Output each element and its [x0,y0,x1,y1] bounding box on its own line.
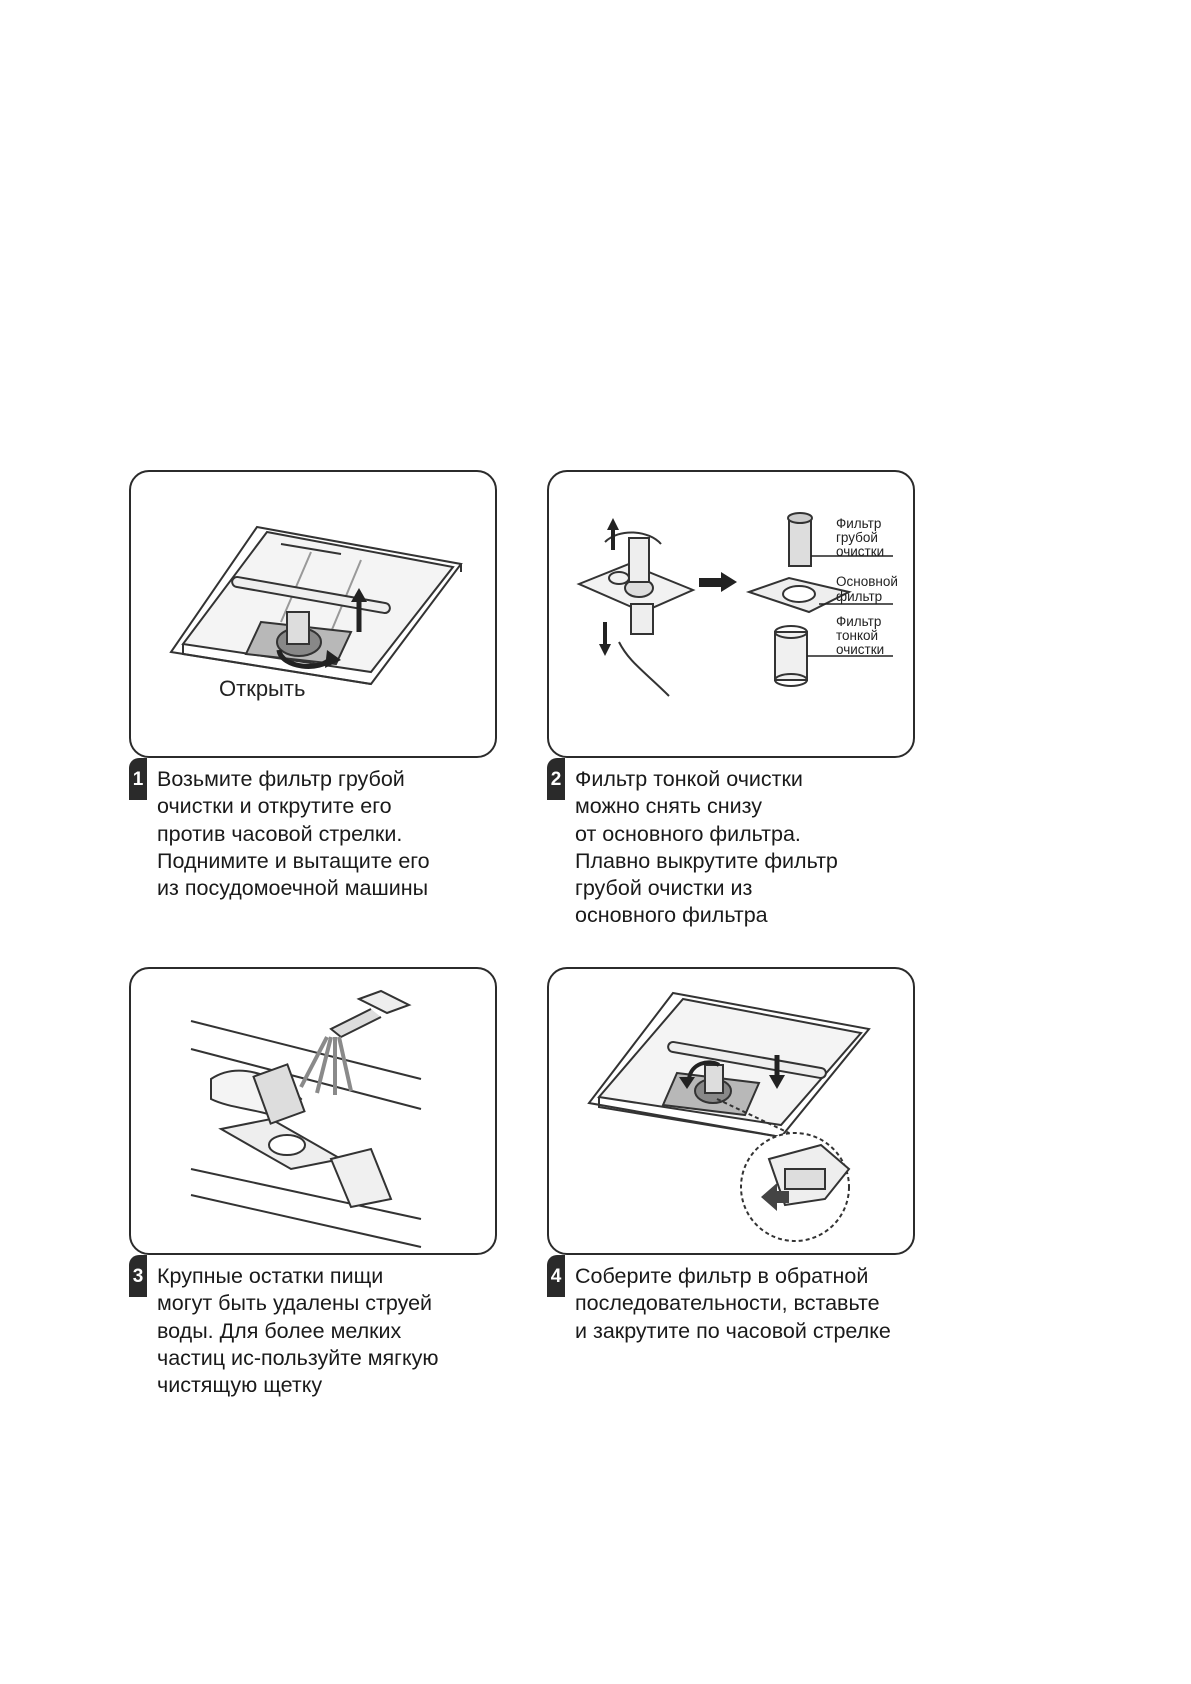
fine-filter-label-line: Фильтр [836,614,882,629]
step-text-line: от основного фильтра. [575,821,801,846]
coarse-filter-label [836,516,885,559]
fine-filter-label-line: очистки [836,642,885,657]
step-text-line: Соберите фильтр в обратной [575,1264,869,1288]
step-number-badge: 2 [547,758,565,800]
fine-filter-label-line: тонкой [836,628,879,643]
coarse-filter-label-line: очистки [836,544,885,559]
step-text-line: основного фильтра [575,903,768,928]
step-text-line: очистки и открутите его [157,794,392,819]
step-text-line: можно снять снизу [575,794,762,819]
remove-coarse-filter-illustration [131,472,497,758]
step-text-line: грубой очистки из [575,876,753,901]
illustration-panel-4 [547,967,915,1255]
step-text-line: последовательности, вставьте [575,1291,880,1316]
step-text-line: Плавно выкрутите фильтр [575,848,838,873]
main-filter-label [836,574,902,604]
main-filter-label-line: фильтр [836,589,883,604]
coarse-filter-label-line: грубой [836,530,878,545]
step-text-line: Возьмите фильтр грубой [157,767,405,791]
filter-parts-illustration [549,472,915,758]
illustration-panel-3 [129,967,497,1255]
step-text-line: Поднимите и вытащите его [157,848,430,873]
reassemble-filter-illustration [549,969,915,1255]
step-text-line: против часовой стрелки. [157,821,403,846]
step-text-line: из посудомоечной машины [157,876,429,901]
step-number-badge: 4 [547,1255,565,1297]
step-text-line: Фильтр тонкой очистки [575,767,803,791]
step-text-line: частиц ис-пользуйте мягкую [157,1345,439,1370]
step-text-line: воды. Для более мелких [157,1318,402,1343]
step-text-line: Крупные остатки пищи [157,1264,384,1288]
illustration-panel-2 [547,470,915,758]
step-text-line: могут быть удалены струей [157,1291,433,1316]
coarse-filter-label-line: Фильтр [836,516,882,531]
illustration-panel-1 [129,470,497,758]
step-number-badge: 3 [129,1255,147,1297]
step-number-badge: 1 [129,758,147,800]
fine-filter-label [836,614,885,657]
main-filter-label-line: Основной [836,574,898,589]
open-label: Открыть [219,676,306,701]
step-text-line: и закрутите по часовой стрелке [575,1318,891,1343]
step-text-line: чистящую щетку [157,1373,323,1398]
rinse-filter-illustration [131,969,497,1255]
